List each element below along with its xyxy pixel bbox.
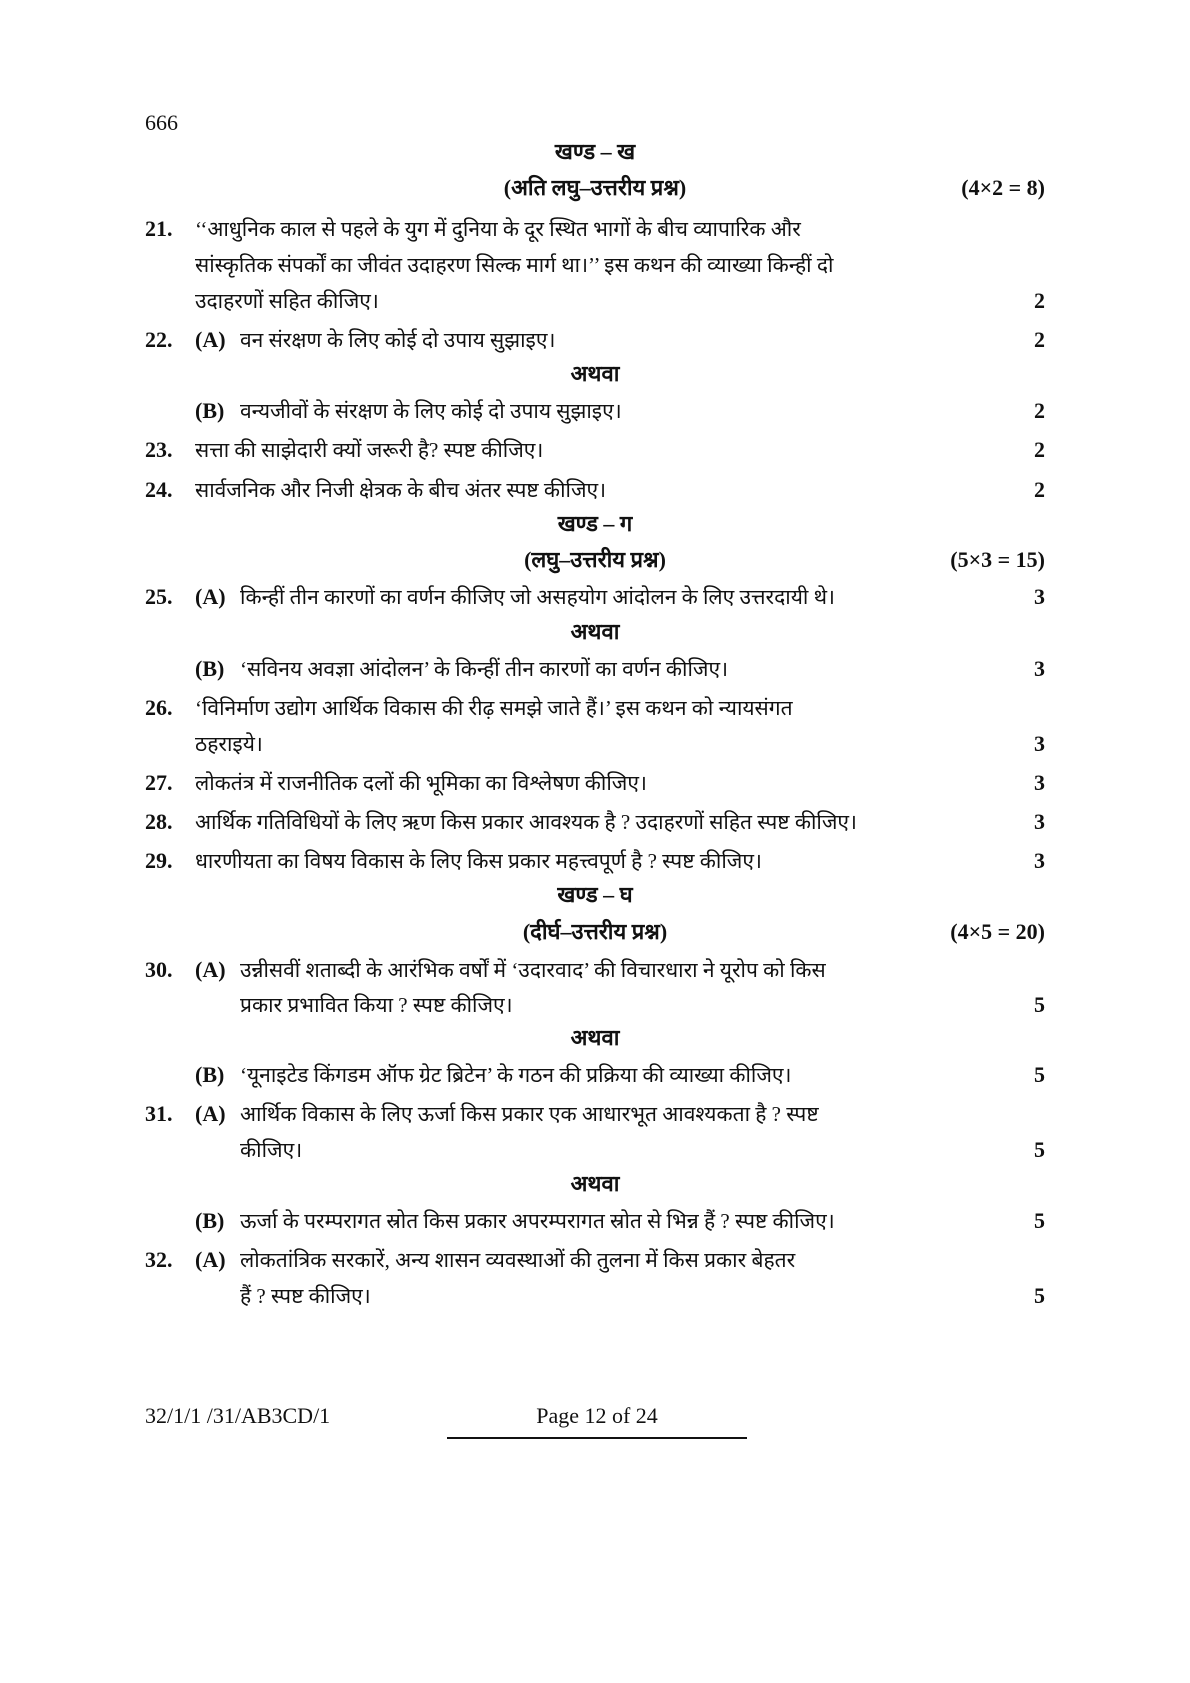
paper-code: 32/1/1 /31/AB3CD/1: [145, 1403, 331, 1428]
marks: 5: [1034, 1208, 1045, 1233]
question-number: 23.: [145, 437, 173, 462]
or-label: अथवा: [570, 361, 620, 386]
marks: 3: [1034, 731, 1045, 756]
question-text: लोकतांत्रिक सरकारें, अन्य शासन व्यवस्थाओं की तुलना में किस प्रकार बेहतर: [240, 1248, 796, 1272]
question-number: 26.: [145, 695, 173, 720]
option-label: (A): [195, 1247, 226, 1272]
option-label: (B): [195, 1062, 225, 1087]
marks-scheme: (5×3 = 15): [950, 547, 1045, 572]
section-subtitle: (अति लघु–उत्तरीय प्रश्न): [503, 175, 687, 200]
question-text: धारणीयता का विषय विकास के लिए किस प्रकार महत्त्वपूर्ण है ? स्पष्ट कीजिए।: [195, 849, 762, 873]
marks-scheme: (4×5 = 20): [950, 919, 1045, 944]
option-label: (A): [195, 584, 226, 609]
question-text: उन्नीसवीं शताब्दी के आरंभिक वर्षों में ‘उदारवाद’ की विचारधारा ने यूरोप को किस: [240, 958, 826, 982]
marks: 3: [1034, 656, 1045, 681]
question-text: सत्ता की साझेदारी क्यों जरूरी है? स्पष्ट कीजिए।: [195, 438, 544, 462]
question-text: सांस्कृतिक संपर्कों का जीवंत उदाहरण सिल्क मार्ग था।’’ इस कथन की व्याख्या किन्हीं दो: [195, 253, 834, 277]
section-subtitle: (लघु–उत्तरीय प्रश्न): [524, 547, 666, 572]
marks: 5: [1034, 1137, 1045, 1162]
section-title: खण्ड – ख: [554, 139, 636, 164]
section-title: खण्ड – घ: [557, 882, 633, 907]
option-label: (A): [195, 1101, 226, 1126]
question-text: उदाहरणों सहित कीजिए।: [195, 289, 379, 313]
marks: 2: [1034, 477, 1045, 502]
marks: 2: [1034, 398, 1045, 423]
question-text: ठहराइये।: [195, 732, 263, 756]
question-text: प्रकार प्रभावित किया ? स्पष्ट कीजिए।: [240, 993, 513, 1017]
question-text: हैं ? स्पष्ट कीजिए।: [240, 1284, 371, 1308]
question-number: 27.: [145, 770, 173, 795]
question-text: आर्थिक विकास के लिए ऊर्जा किस प्रकार एक आधारभूत आवश्यकता है ? स्पष्ट: [240, 1102, 819, 1126]
question-text: वन्यजीवों के संरक्षण के लिए कोई दो उपाय सुझाइए।: [240, 399, 622, 423]
page-indicator: Page 12 of 24: [536, 1403, 658, 1428]
option-label: (A): [195, 957, 226, 982]
question-text: कीजिए।: [240, 1138, 303, 1162]
question-text: किन्हीं तीन कारणों का वर्णन कीजिए जो असहयोग आंदोलन के लिए उत्तरदायी थे।: [240, 585, 835, 609]
footer-divider: [447, 1437, 747, 1439]
question-number: 25.: [145, 584, 173, 609]
question-number: 31.: [145, 1101, 173, 1126]
question-text: ‘यूनाइटेड किंगडम ऑफ ग्रेट ब्रिटेन’ के गठन की प्रक्रिया की व्याख्या कीजिए।: [240, 1063, 792, 1087]
question-text: सार्वजनिक और निजी क्षेत्रक के बीच अंतर स्पष्ट कीजिए।: [195, 478, 607, 502]
marks: 5: [1034, 1062, 1045, 1087]
marks: 2: [1034, 288, 1045, 313]
section-title: खण्ड – ग: [557, 511, 633, 536]
marks: 3: [1034, 770, 1045, 795]
option-label: (B): [195, 656, 225, 681]
option-label: (B): [195, 398, 225, 423]
question-number: 28.: [145, 809, 173, 834]
marks: 3: [1034, 848, 1045, 873]
marks: 2: [1034, 327, 1045, 352]
page-number: 666: [145, 110, 178, 135]
marks-scheme: (4×2 = 8): [961, 175, 1045, 200]
question-text: ‘‘आधुनिक काल से पहले के युग में दुनिया के दूर स्थित भागों के बीच व्यापारिक और: [195, 217, 801, 241]
question-number: 22.: [145, 327, 173, 352]
marks: 5: [1034, 1283, 1045, 1308]
option-label: (B): [195, 1208, 225, 1233]
question-text: लोकतंत्र में राजनीतिक दलों की भूमिका का विश्लेषण कीजिए।: [195, 771, 647, 795]
question-text: ऊर्जा के परम्परागत स्रोत किस प्रकार अपरम्परागत स्रोत से भिन्न हैं ? स्पष्ट कीजिए।: [240, 1209, 835, 1233]
question-number: 32.: [145, 1247, 173, 1272]
marks: 5: [1034, 992, 1045, 1017]
question-text: आर्थिक गतिविधियों के लिए ऋण किस प्रकार आवश्यक है ? उदाहरणों सहित स्पष्ट कीजिए।: [195, 810, 857, 834]
question-text: ‘विनिर्माण उद्योग आर्थिक विकास की रीढ़ समझे जाते हैं।’ इस कथन को न्यायसंगत: [195, 696, 793, 720]
marks: 3: [1034, 584, 1045, 609]
or-label: अथवा: [570, 619, 620, 644]
marks: 2: [1034, 437, 1045, 462]
option-label: (A): [195, 327, 226, 352]
question-number: 29.: [145, 848, 173, 873]
or-label: अथवा: [570, 1025, 620, 1050]
or-label: अथवा: [570, 1171, 620, 1196]
section-subtitle: (दीर्घ–उत्तरीय प्रश्न): [522, 919, 668, 944]
question-number: 21.: [145, 216, 173, 241]
question-text: वन संरक्षण के लिए कोई दो उपाय सुझाइए।: [240, 328, 556, 352]
marks: 3: [1034, 809, 1045, 834]
question-text: ‘सविनय अवज्ञा आंदोलन’ के किन्हीं तीन कारणों का वर्णन कीजिए।: [240, 657, 729, 681]
question-number: 30.: [145, 957, 173, 982]
question-number: 24.: [145, 477, 173, 502]
